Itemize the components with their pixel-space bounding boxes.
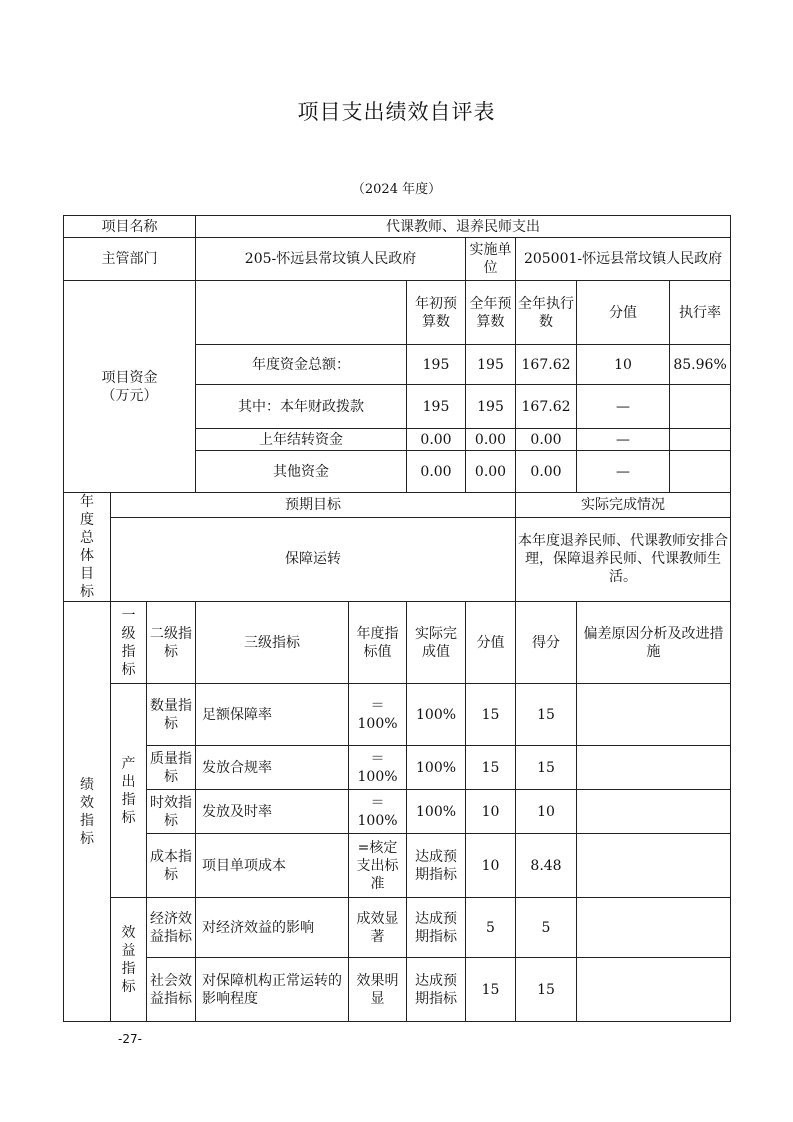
perf-actual: 达成预期指标	[407, 958, 466, 1022]
funds-cell: 0.00	[466, 451, 516, 493]
perf-got: 15	[516, 746, 577, 790]
funds-cell: —	[577, 451, 670, 493]
page-number: -27-	[118, 1032, 142, 1046]
perf-level3: 足额保障率	[196, 684, 349, 746]
perf-level2: 数量指标	[147, 684, 196, 746]
label-performance-indicators-text: 绩效指标	[80, 776, 94, 847]
perf-row	[64, 746, 731, 790]
funds-header-blank	[196, 281, 407, 345]
perf-header-deviation: 偏差原因分析及改进措施	[577, 602, 731, 684]
perf-level3: 发放合规率	[196, 746, 349, 790]
goals-actual: 本年度退养民师、代课教师安排合理，保障退养民师、代课教师生活。	[516, 517, 731, 601]
perf-target: ＝100%	[349, 684, 407, 746]
funds-cell: 195	[407, 385, 466, 429]
funds-cell	[670, 429, 731, 451]
funds-cell: 0.00	[466, 429, 516, 451]
funds-cell: 10	[577, 345, 670, 385]
perf-target: 效果明显	[349, 958, 407, 1022]
perf-actual: 达成预期指标	[407, 898, 466, 958]
row-department	[64, 238, 731, 281]
perf-level3: 发放及时率	[196, 790, 349, 834]
perf-score: 5	[466, 898, 516, 958]
perf-target: =核定支出标准	[349, 834, 407, 898]
value-implementing-unit: 205001-怀远县常坟镇人民政府	[516, 238, 731, 281]
perf-got: 5	[516, 898, 577, 958]
report-year: （2024 年度）	[351, 182, 442, 197]
funds-cell: 0.00	[407, 451, 466, 493]
perf-got: 10	[516, 790, 577, 834]
funds-header-score-value: 分值	[577, 281, 670, 345]
perf-got: 15	[516, 684, 577, 746]
funds-header-annual-budget: 全年预算数	[466, 281, 516, 345]
label-project-funds-text: 项目资金（万元）	[101, 369, 158, 404]
row-funds-header	[64, 281, 731, 345]
perf-actual: 达成预期指标	[407, 834, 466, 898]
perf-header-level2: 二级指标	[147, 602, 196, 684]
perf-row	[64, 684, 731, 746]
perf-score: 15	[466, 684, 516, 746]
perf-level2: 时效指标	[147, 790, 196, 834]
funds-cell: 195	[466, 345, 516, 385]
value-department: 205-怀远县常坟镇人民政府	[196, 238, 466, 281]
perf-header-actual: 实际完成值	[407, 602, 466, 684]
perf-row	[64, 834, 731, 898]
funds-cell: —	[577, 429, 670, 451]
label-annual-goals-text: 年度总体目标	[80, 494, 94, 600]
perf-level2: 社会效益指标	[147, 958, 196, 1022]
perf-actual: 100%	[407, 790, 466, 834]
page-title: 项目支出绩效自评表	[297, 100, 496, 124]
row-goals-header	[64, 493, 731, 518]
perf-header-level3: 三级指标	[196, 602, 349, 684]
perf-header-target: 年度指标值	[349, 602, 407, 684]
perf-note	[577, 834, 731, 898]
perf-header-score-got: 得分	[516, 602, 577, 684]
perf-got: 8.48	[516, 834, 577, 898]
funds-header-executed: 全年执行数	[516, 281, 577, 345]
perf-level3: 对经济效益的影响	[196, 898, 349, 958]
funds-cell: —	[577, 385, 670, 429]
perf-level1-output: 产出指标	[111, 684, 147, 898]
funds-row-label: 其中：本年财政拨款	[196, 385, 407, 429]
funds-cell: 195	[407, 345, 466, 385]
row-goals-content	[64, 517, 731, 601]
funds-cell	[670, 385, 731, 429]
funds-cell: 195	[466, 385, 516, 429]
perf-actual: 100%	[407, 746, 466, 790]
perf-score: 15	[466, 746, 516, 790]
funds-cell: 167.62	[516, 345, 577, 385]
funds-header-exec-rate: 执行率	[670, 281, 731, 345]
performance-self-evaluation-table	[63, 215, 731, 1022]
perf-row	[64, 958, 731, 1022]
label-annual-goals	[64, 493, 111, 602]
perf-header-score-value: 分值	[466, 602, 516, 684]
row-perf-header	[64, 602, 731, 684]
perf-level2: 成本指标	[147, 834, 196, 898]
perf-note	[577, 746, 731, 790]
perf-target: ＝100%	[349, 790, 407, 834]
label-department: 主管部门	[64, 238, 196, 281]
funds-row-label: 其他资金	[196, 451, 407, 493]
perf-level1-benefit: 效益指标	[111, 898, 147, 1022]
label-project-name: 项目名称	[64, 216, 196, 238]
funds-row-label: 上年结转资金	[196, 429, 407, 451]
row-project-name	[64, 216, 731, 238]
perf-target: ＝100%	[349, 746, 407, 790]
perf-header-level1: 一级指标	[111, 602, 147, 684]
label-project-funds	[64, 281, 196, 493]
perf-note	[577, 790, 731, 834]
perf-score: 10	[466, 790, 516, 834]
perf-level2: 经济效益指标	[147, 898, 196, 958]
perf-level3: 项目单项成本	[196, 834, 349, 898]
perf-score: 10	[466, 834, 516, 898]
funds-cell	[670, 451, 731, 493]
label-performance-indicators	[64, 602, 111, 1022]
perf-note	[577, 958, 731, 1022]
goals-actual-header: 实际完成情况	[516, 493, 731, 518]
funds-row-label: 年度资金总额：	[196, 345, 407, 385]
funds-cell: 0.00	[516, 429, 577, 451]
perf-target: 成效显著	[349, 898, 407, 958]
goals-expected: 保障运转	[111, 517, 516, 601]
funds-cell: 0.00	[407, 429, 466, 451]
perf-level2: 质量指标	[147, 746, 196, 790]
label-implementing-unit: 实施单位	[466, 238, 516, 281]
perf-score: 15	[466, 958, 516, 1022]
funds-cell: 167.62	[516, 385, 577, 429]
value-project-name: 代课教师、退养民师支出	[196, 216, 731, 238]
funds-cell: 85.96%	[670, 345, 731, 385]
goals-expected-header: 预期目标	[111, 493, 516, 518]
perf-row	[64, 898, 731, 958]
perf-level3: 对保障机构正常运转的影响程度	[196, 958, 349, 1022]
perf-got: 15	[516, 958, 577, 1022]
funds-cell: 0.00	[516, 451, 577, 493]
perf-actual: 100%	[407, 684, 466, 746]
perf-row	[64, 790, 731, 834]
perf-note	[577, 684, 731, 746]
perf-note	[577, 898, 731, 958]
funds-header-initial-budget: 年初预算数	[407, 281, 466, 345]
